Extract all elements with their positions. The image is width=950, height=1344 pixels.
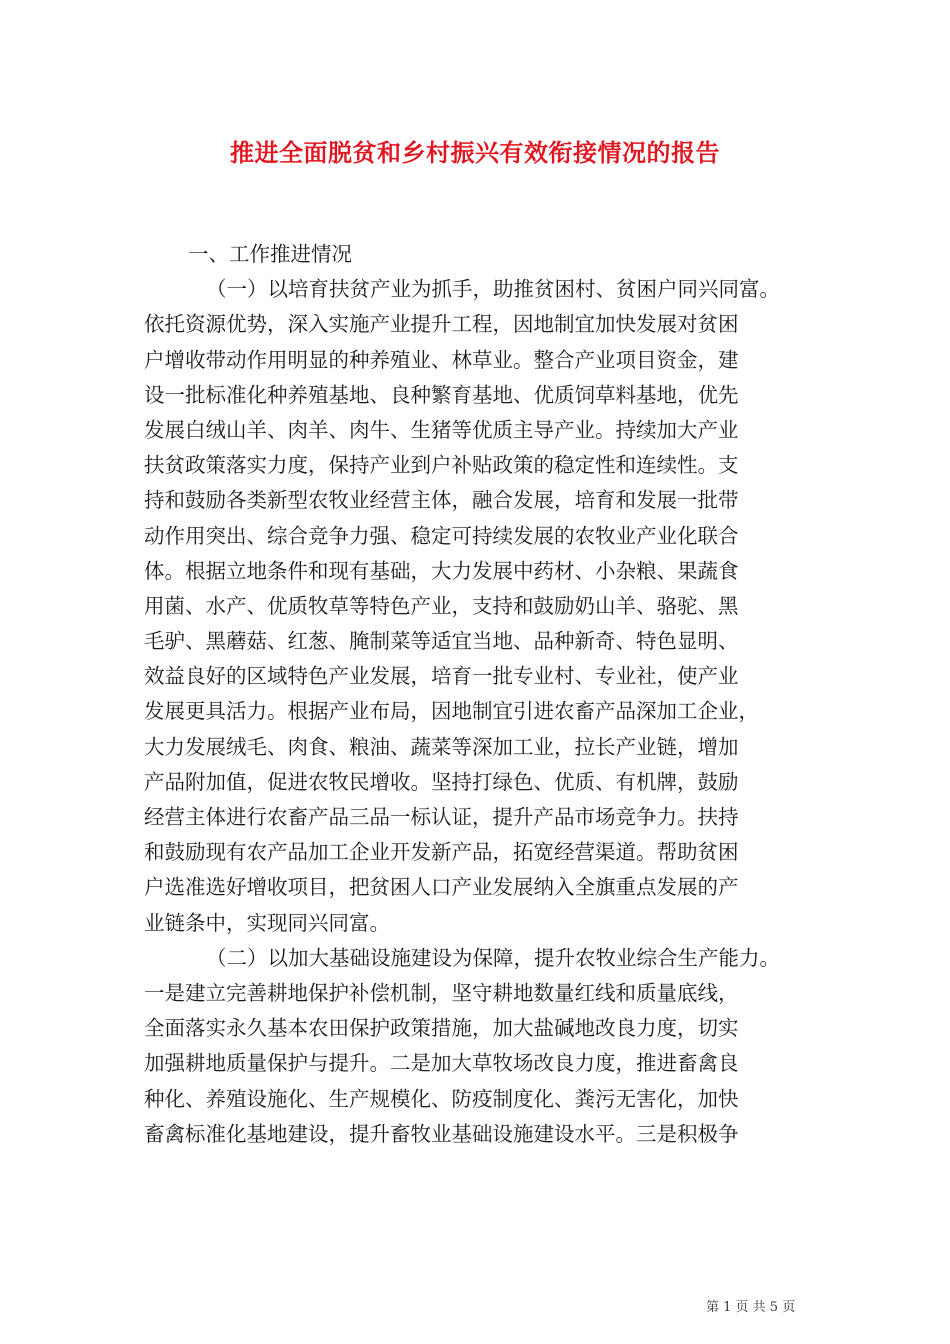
paragraph-line: （二）以加大基础设施建设为保障，提升农牧业综合生产能力。 [206,945,780,970]
paragraph-line: 动作用突出、综合竞争力强、稳定可持续发展的农牧业产业化联合 [144,523,739,548]
paragraph-line: 扶贫政策落实力度，保持产业到户补贴政策的稳定性和连续性。支 [144,453,739,478]
page-number-footer: 第 1 页 共 5 页 [706,1300,796,1315]
paragraph-line: 大力发展绒毛、肉食、粮油、蔬菜等深加工业，拉长产业链，增加 [144,734,739,759]
paragraph-line: 体。根据立地条件和现有基础，大力发展中药材、小杂粮、果蔬食 [144,558,739,583]
paragraph-line: 依托资源优势，深入实施产业提升工程，因地制宜加快发展对贫困 [144,312,739,337]
paragraph-line: 一是建立完善耕地保护补偿机制，坚守耕地数量红线和质量底线， [144,980,739,1005]
paragraph-1 [144,272,824,941]
paragraph-line: 户选准选好增收项目，把贫困人口产业发展纳入全旗重点发展的产 [144,875,739,900]
paragraph-line: 毛驴、黑蘑菇、红葱、腌制菜等适宜当地、品种新奇、特色显明、 [144,629,739,654]
paragraph-line: 和鼓励现有农产品加工企业开发新产品，拓宽经营渠道。帮助贫困 [144,840,739,865]
document-title: 推进全面脱贫和乡村振兴有效衔接情况的报告 [230,138,720,167]
document-body [144,237,824,1152]
paragraph-line: 业链条中，实现同兴同富。 [144,910,390,935]
paragraph-line: 全面落实永久基本农田保护政策措施，加大盐碱地改良力度，切实 [144,1016,739,1041]
paragraph-line: 种化、养殖设施化、生产规模化、防疫制度化、粪污无害化，加快 [144,1086,739,1111]
paragraph-line: 户增收带动作用明显的种养殖业、林草业。整合产业项目资金，建 [144,347,739,372]
paragraph-line: 产品附加值，促进农牧民增收。坚持打绿色、优质、有机牌，鼓励 [144,769,739,794]
paragraph-line: 设一批标准化种养殖基地、良种繁育基地、优质饲草料基地，优先 [144,382,739,407]
paragraph-line: 持和鼓励各类新型农牧业经营主体，融合发展，培育和发展一批带 [144,488,739,513]
paragraph-line: 用菌、水产、优质牧草等特色产业，支持和鼓励奶山羊、骆驼、黑 [144,593,739,618]
section-heading: 一、工作推进情况 [188,242,352,266]
paragraph-line: 发展白绒山羊、肉羊、肉牛、生猪等优质主导产业。持续加大产业 [144,417,739,442]
paragraph-line: （一）以培育扶贫产业为抓手，助推贫困村、贫困户同兴同富。 [206,277,780,302]
paragraph-line: 畜禽标准化基地建设，提升畜牧业基础设施建设水平。三是积极争 [144,1121,739,1146]
paragraph-line: 加强耕地质量保护与提升。二是加大草牧场改良力度，推进畜禽良 [144,1051,739,1076]
paragraph-line: 效益良好的区域特色产业发展，培育一批专业村、专业社，使产业 [144,664,739,689]
paragraph-line: 经营主体进行农畜产品三品一标认证，提升产品市场竞争力。扶持 [144,805,739,829]
paragraph-line: 发展更具活力。根据产业布局，因地制宜引进农畜产品深加工企业， [144,699,759,724]
paragraph-2 [144,941,824,1152]
